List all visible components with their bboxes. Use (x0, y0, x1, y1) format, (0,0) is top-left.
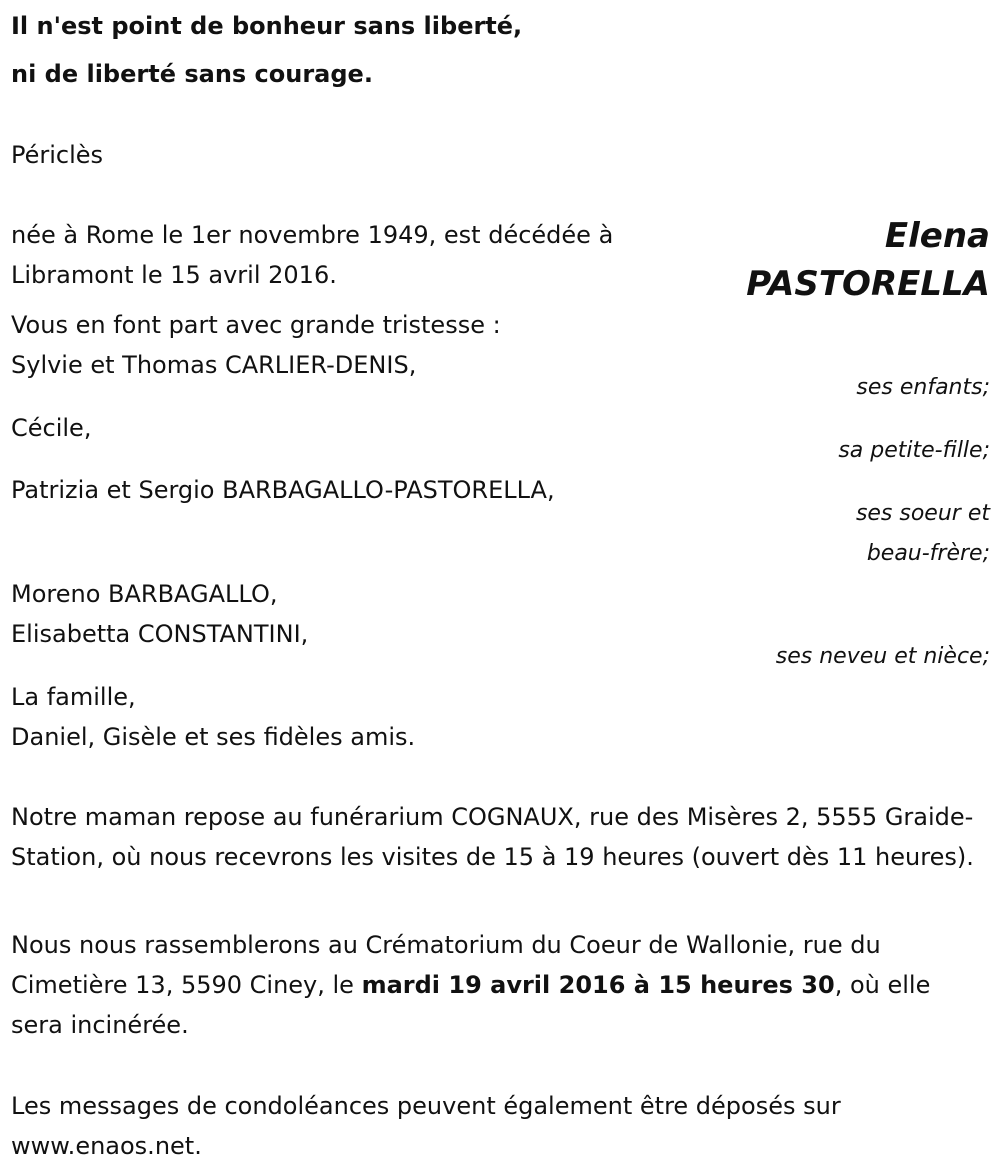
quote-author: Périclès (11, 141, 104, 169)
quote-line-2: ni de liberté sans courage. (11, 60, 373, 88)
deceased-first-name: Elena (884, 216, 990, 256)
friends-line: Daniel, Gisèle et ses fidèles amis. (11, 723, 416, 751)
ceremony-date: mardi 19 avril 2016 à 15 heures 30 (361, 971, 835, 999)
granddaughter-name: Cécile, (11, 414, 92, 442)
niece-name: Elisabetta CONSTANTINI, (11, 620, 309, 648)
ceremony-text-before: Nous nous rassemblerons au Crématorium du Coeur de Wallonie, rue du Cimetière 13, 5590 Ciney, le (11, 931, 881, 999)
visitation-paragraph: Notre maman repose au funérarium COGNAUX, rue des Misères 2, 5555 Graide-Station, où nous recevrons les visites de 15 à 19 heures (ouvert dès 11 heures). (11, 803, 974, 871)
ceremony-text-after: , où elle sera incinérée. (11, 971, 931, 1039)
children-relation: ses enfants; (856, 375, 990, 400)
family-line: La famille, (11, 683, 136, 711)
nephew-niece-relation: ses neveu et nièce; (775, 644, 990, 669)
ceremony-paragraph (11, 925, 989, 1045)
children-names: Sylvie et Thomas CARLIER-DENIS, (11, 351, 417, 379)
condolences-paragraph: Les messages de condoléances peuvent également être déposés sur www.enaos.net. (11, 1092, 841, 1160)
sister-relation-line-1: ses soeur et (855, 501, 990, 526)
sister-names: Patrizia et Sergio BARBAGALLO-PASTORELLA, (11, 476, 555, 504)
announcement: Vous en font part avec grande tristesse : (11, 311, 501, 339)
sister-relation-line-2: beau-frère; (866, 541, 990, 566)
granddaughter-relation: sa petite-fille; (838, 438, 990, 463)
quote-line-1: Il n'est point de bonheur sans liberté, (11, 12, 523, 40)
birth-line-1: née à Rome le 1er novembre 1949, est décédée à (11, 221, 614, 249)
deceased-last-name: PASTORELLA (746, 264, 990, 304)
nephew-name: Moreno BARBAGALLO, (11, 580, 278, 608)
birth-line-2: Libramont le 15 avril 2016. (11, 261, 337, 289)
